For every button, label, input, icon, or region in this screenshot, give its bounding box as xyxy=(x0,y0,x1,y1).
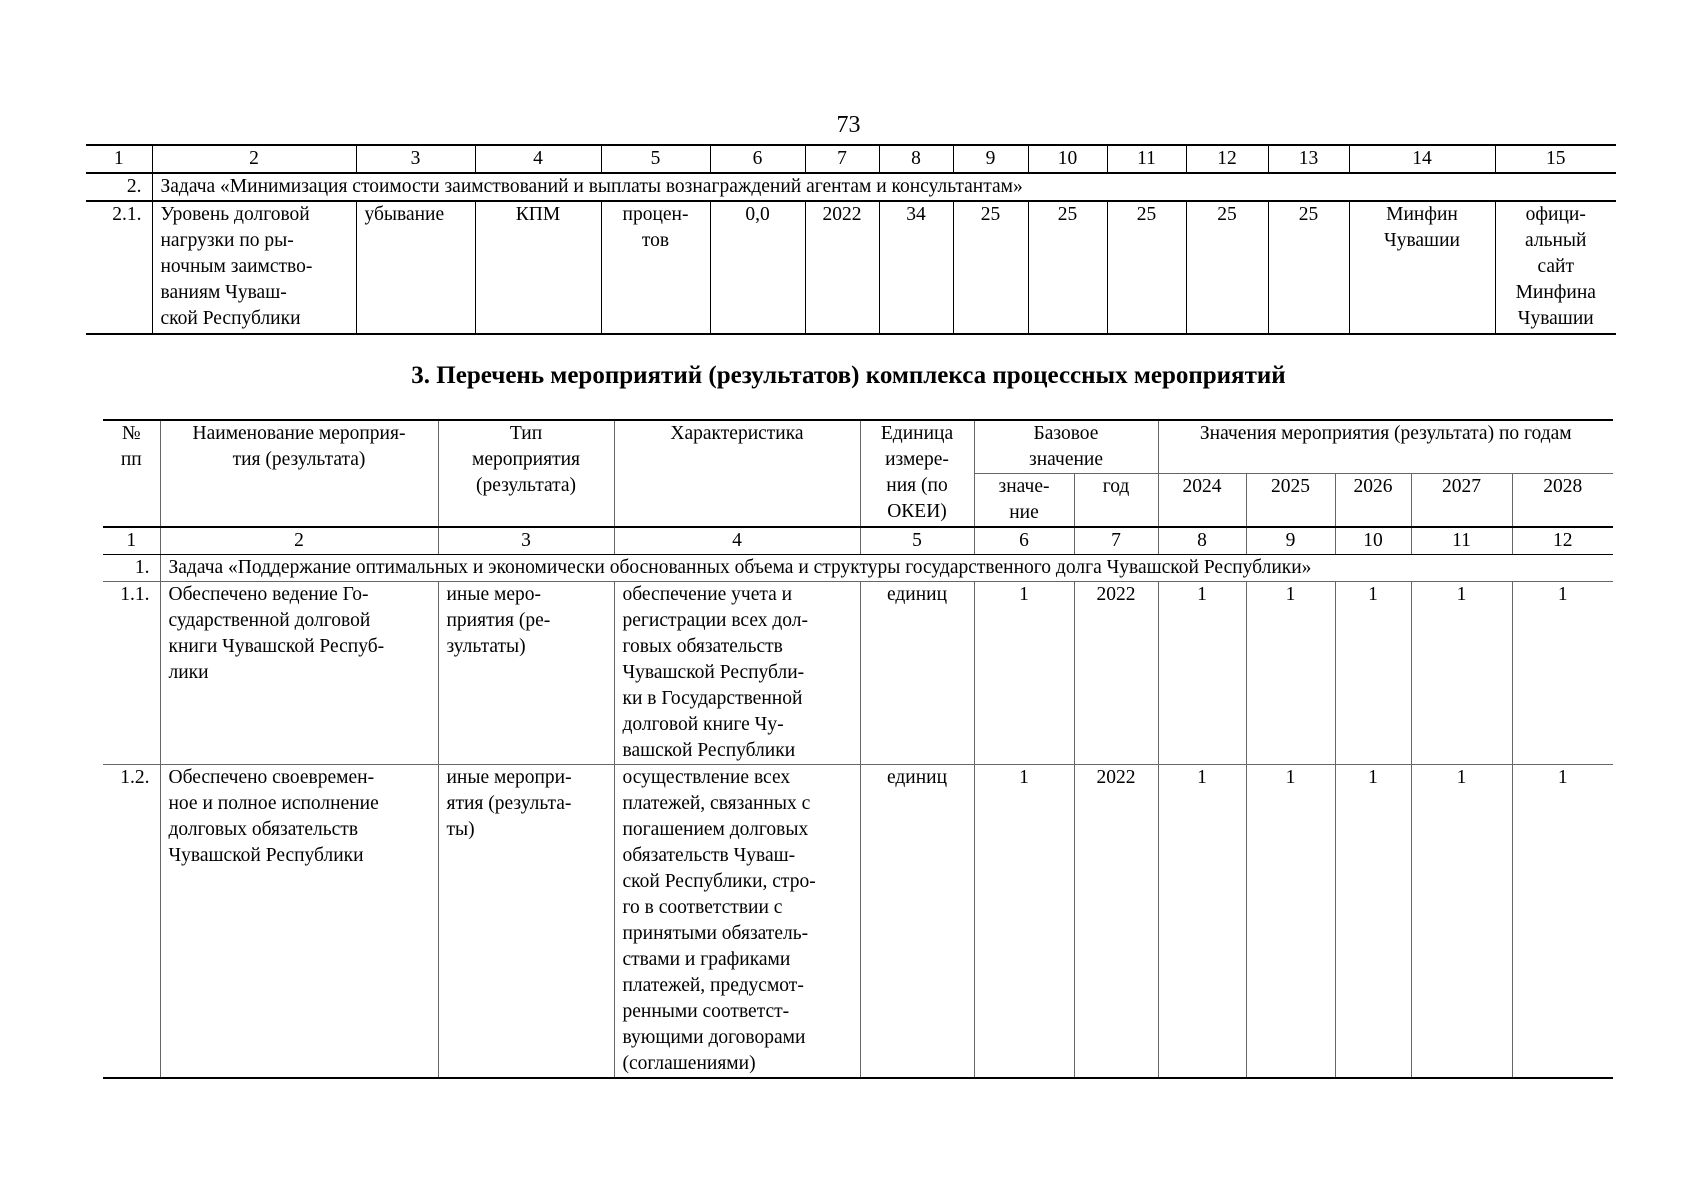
col-num: 4 xyxy=(614,527,860,555)
col-num: 6 xyxy=(974,527,1074,555)
base-year: 2022 xyxy=(1074,765,1158,1079)
column-number-row xyxy=(103,527,1613,555)
col-num: 8 xyxy=(879,145,953,173)
unit: единиц xyxy=(860,582,974,765)
col-num: 4 xyxy=(475,145,601,173)
value-2025: 1 xyxy=(1246,765,1335,1079)
activity-characteristic: осуществление всех платежей, связанных с погашением долговых обязательств Чуваш- ской Республики, стро- го в соответствии с принятыми обязатель- ствами и графиками платежей, предусмот- ренными соответст- вующими договорами (соглашениями) xyxy=(614,765,860,1079)
col-num: 12 xyxy=(1186,145,1268,173)
base-year: 2022 xyxy=(1074,582,1158,765)
activity-name: Обеспечено ведение Го- сударственной долговой книги Чувашской Респуб- лики xyxy=(160,582,438,765)
page-number: 73 xyxy=(836,112,861,138)
table-row xyxy=(103,765,1613,1079)
col-num: 3 xyxy=(356,145,475,173)
col-num: 3 xyxy=(438,527,614,555)
value-2028: 1 xyxy=(1512,582,1613,765)
header-row xyxy=(103,420,1613,474)
value: 25 xyxy=(1107,201,1186,334)
header-year: 2025 xyxy=(1246,474,1335,528)
value-2026: 1 xyxy=(1335,582,1411,765)
value-2027: 1 xyxy=(1411,582,1512,765)
value-2024: 1 xyxy=(1158,582,1246,765)
col-num: 15 xyxy=(1495,145,1616,173)
value-2026: 1 xyxy=(1335,765,1411,1079)
header-year: 2027 xyxy=(1411,474,1512,528)
col-num: 11 xyxy=(1411,527,1512,555)
info-source: офици- альный сайт Минфина Чувашии xyxy=(1495,201,1616,334)
header-year: 2026 xyxy=(1335,474,1411,528)
col-num: 5 xyxy=(860,527,974,555)
header-base-value: значе- ние xyxy=(974,474,1074,528)
unit: единиц xyxy=(860,765,974,1079)
value: 34 xyxy=(879,201,953,334)
header-num: № пп xyxy=(103,420,160,527)
col-num: 12 xyxy=(1512,527,1613,555)
col-num: 8 xyxy=(1158,527,1246,555)
task-row xyxy=(103,555,1613,582)
col-num: 10 xyxy=(1335,527,1411,555)
header-name: Наименование мероприя- тия (результата) xyxy=(160,420,438,527)
indicators-table-continuation xyxy=(86,144,1616,335)
task-text: Задача «Поддержание оптимальных и экономически обоснованных объема и структуры государственного долга Чувашской Республики» xyxy=(160,555,1613,582)
indicator-name: Уровень долговой нагрузки по ры- ночным заимство- ваниям Чуваш- ской Республики xyxy=(152,201,356,334)
task-text: Задача «Минимизация стоимости заимствований и выплаты вознаграждений агентам и консультантам» xyxy=(152,173,1616,201)
unit: процен- тов xyxy=(601,201,710,334)
table-row xyxy=(86,201,1616,334)
col-num: 11 xyxy=(1107,145,1186,173)
column-number-row xyxy=(86,145,1616,173)
direction: убывание xyxy=(356,201,475,334)
row-number: 1.2. xyxy=(103,765,160,1079)
header-year: 2024 xyxy=(1158,474,1246,528)
level: КПМ xyxy=(475,201,601,334)
header-base-year: год xyxy=(1074,474,1158,528)
value-2028: 1 xyxy=(1512,765,1613,1079)
header-unit: Единица измере- ния (по ОКЕИ) xyxy=(860,420,974,527)
activity-type: иные меро- приятия (ре- зультаты) xyxy=(438,582,614,765)
section-title: 3. Перечень мероприятий (результатов) комплекса процессных мероприятий xyxy=(411,362,1286,389)
task-row xyxy=(86,173,1616,201)
activity-name: Обеспечено своевремен- ное и полное исполнение долговых обязательств Чувашской Республики xyxy=(160,765,438,1079)
value: 25 xyxy=(1028,201,1107,334)
value: 25 xyxy=(953,201,1028,334)
task-number: 2. xyxy=(86,173,152,201)
col-num: 7 xyxy=(805,145,879,173)
value: 25 xyxy=(1186,201,1268,334)
col-num: 14 xyxy=(1349,145,1495,173)
col-num: 6 xyxy=(710,145,805,173)
row-number: 1.1. xyxy=(103,582,160,765)
col-num: 9 xyxy=(1246,527,1335,555)
base-value: 0,0 xyxy=(710,201,805,334)
base-year: 2022 xyxy=(805,201,879,334)
col-num: 2 xyxy=(160,527,438,555)
value-2027: 1 xyxy=(1411,765,1512,1079)
task-number: 1. xyxy=(103,555,160,582)
value: 25 xyxy=(1268,201,1349,334)
col-num: 13 xyxy=(1268,145,1349,173)
responsible: Минфин Чувашии xyxy=(1349,201,1495,334)
col-num: 7 xyxy=(1074,527,1158,555)
col-num: 1 xyxy=(86,145,152,173)
value-2025: 1 xyxy=(1246,582,1335,765)
col-num: 5 xyxy=(601,145,710,173)
col-num: 2 xyxy=(152,145,356,173)
header-characteristic: Характеристика xyxy=(614,420,860,527)
table-row xyxy=(103,582,1613,765)
header-base: Базовое значение xyxy=(974,420,1158,474)
base-value: 1 xyxy=(974,765,1074,1079)
header-year: 2028 xyxy=(1512,474,1613,528)
col-num: 1 xyxy=(103,527,160,555)
activities-table xyxy=(103,419,1613,1079)
col-num: 10 xyxy=(1028,145,1107,173)
activity-characteristic: обеспечение учета и регистрации всех дол- говых обязательств Чувашской Республи- ки в Государственной долговой книге Чу- вашской Республики xyxy=(614,582,860,765)
activity-type: иные меропри- ятия (результа- ты) xyxy=(438,765,614,1079)
base-value: 1 xyxy=(974,582,1074,765)
col-num: 9 xyxy=(953,145,1028,173)
header-type: Тип мероприятия (результата) xyxy=(438,420,614,527)
value-2024: 1 xyxy=(1158,765,1246,1079)
row-number: 2.1. xyxy=(86,201,152,334)
header-values-by-year: Значения мероприятия (результата) по годам xyxy=(1158,420,1613,474)
